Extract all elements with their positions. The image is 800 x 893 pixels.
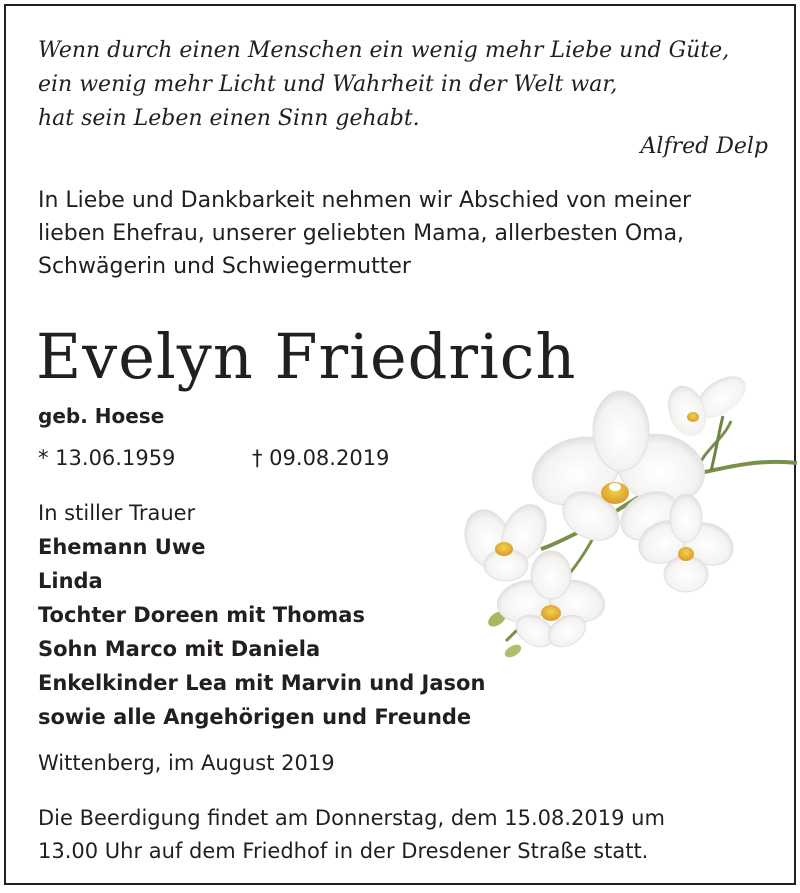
white-orchid-branch-icon (461, 371, 800, 671)
mourner-name: Linda (38, 569, 103, 593)
intro-line: lieben Ehefrau, unserer geliebten Mama, allerbesten Oma, (38, 221, 685, 246)
quote-line: Wenn durch einen Menschen ein wenig mehr Liebe und Güte, (38, 38, 730, 63)
funeral-line: 13.00 Uhr auf dem Friedhof in der Dresdener Straße statt. (38, 839, 649, 863)
death-date: † 09.08.2019 (252, 446, 390, 470)
life-dates (38, 446, 390, 470)
funeral-line: Die Beerdigung findet am Donnerstag, dem 15.08.2019 um (38, 806, 665, 830)
mourner-name: sowie alle Angehörigen und Freunde (38, 705, 472, 729)
quote-line: hat sein Leben einen Sinn gehabt. (38, 106, 420, 131)
quote-line: ein wenig mehr Licht und Wahrheit in der Welt war, (38, 72, 618, 97)
intro-line: Schwägerin und Schwiegermutter (38, 254, 411, 279)
intro-text (38, 184, 778, 283)
quote (38, 34, 778, 136)
funeral-notice (38, 802, 778, 868)
mourner-name: Ehemann Uwe (38, 535, 206, 559)
obituary-card (4, 4, 796, 885)
intro-line: In Liebe und Dankbarkeit nehmen wir Abschied von meiner (38, 188, 692, 213)
mourner-name: Enkelkinder Lea mit Marvin und Jason (38, 671, 486, 695)
quote-author: Alfred Delp (640, 134, 768, 159)
birth-date: * 13.06.1959 (38, 446, 176, 470)
mourners-list (38, 496, 485, 734)
place-date: Wittenberg, im August 2019 (38, 751, 335, 775)
mourner-name: Tochter Doreen mit Thomas (38, 603, 365, 627)
mourner-name: Sohn Marco mit Daniela (38, 637, 321, 661)
birth-name: geb. Hoese (38, 404, 165, 428)
mourning-intro: In stiller Trauer (38, 501, 196, 525)
deceased-name: Evelyn Friedrich (36, 320, 577, 393)
